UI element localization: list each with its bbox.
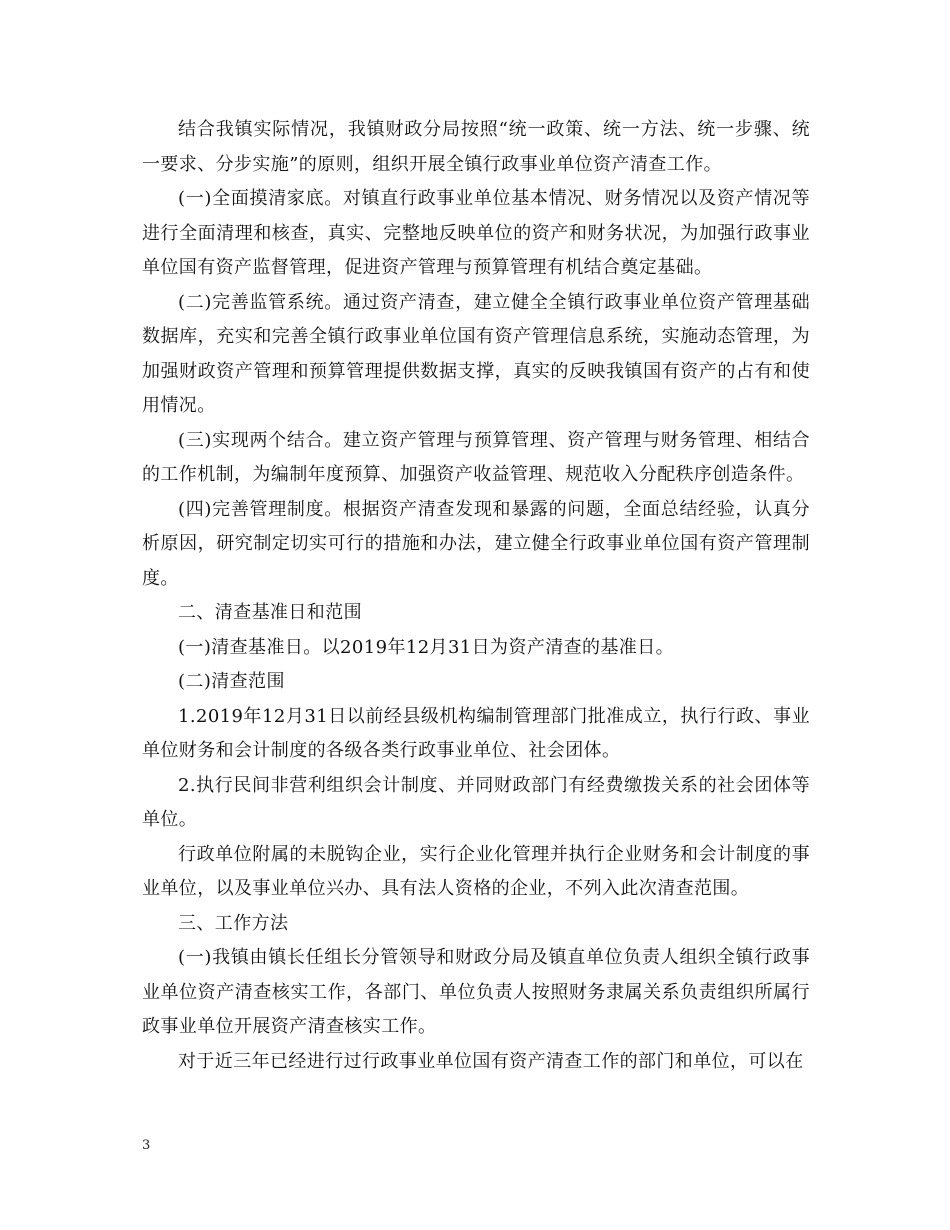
paragraph-method-1: (一)我镇由镇长任组长分管领导和财政分局及镇直单位负责人组织全镇行政事业单位资产清查核实工作，各部门、单位负责人按照财务隶属关系负责组织所属行政事业单位开展资产清查核实工作。 (142, 947, 810, 1037)
paragraph-exclusions: 行政单位附属的未脱钩企业，实行企业化管理并执行企业财务和会计制度的事业单位，以及事业单位兴办、具有法人资格的企业，不列入此次清查范围。 (142, 843, 810, 899)
document-body (142, 113, 810, 1079)
paragraph-item-3: (三)实现两个结合。建立资产管理与预算管理、资产管理与财务管理、相结合的工作机制，为编制年度预算、加强资产收益管理、规范收入分配秩序创造条件。 (142, 429, 810, 485)
paragraph-item-2: (二)完善监管系统。通过资产清查，建立健全全镇行政事业单位资产管理基础数据库，充实和完善全镇行政事业单位国有资产管理信息系统，实施动态管理，为加强财政资产管理和预算管理提供数据支撑，真实的反映我镇国有资产的占有和使用情况。 (142, 291, 810, 416)
paragraph-scope-2: 2.执行民间非营利组织会计制度、并同财政部门有经费缴拨关系的社会团体等单位。 (142, 774, 810, 830)
paragraph-item-1: (一)全面摸清家底。对镇直行政事业单位基本情况、财务情况以及资产情况等进行全面清理和核查，真实、完整地反映单位的资产和财务状况，为加强行政事业单位国有资产监督管理，促进资产管理与预算管理有机结合奠定基础。 (142, 188, 810, 278)
paragraph-scope-1: 1.2019年12月31日以前经县级机构编制管理部门批准成立，执行行政、事业单位财务和会计制度的各级各类行政事业单位、社会团体。 (142, 705, 810, 761)
section-heading-3: 三、工作方法 (178, 912, 289, 934)
paragraph-intro: 结合我镇实际情况，我镇财政分局按照“统一政策、统一方法、统一步骤、统一要求、分步实施”的原则，组织开展全镇行政事业单位资产清查工作。 (142, 119, 810, 175)
paragraph-base-date: (一)清查基准日。以2019年12月31日为资产清查的基准日。 (178, 636, 675, 658)
paragraph-item-4: (四)完善管理制度。根据资产清查发现和暴露的问题，全面总结经验，认真分析原因，研究制定切实可行的措施和办法，建立健全行政事业单位国有资产管理制度。 (142, 498, 810, 589)
paragraph-method-continued: 对于近三年已经进行过行政事业单位国有资产清查工作的部门和单位，可以在 (178, 1050, 804, 1072)
subheading-scope: (二)清查范围 (178, 671, 285, 692)
section-heading-2: 二、清查基准日和范围 (178, 602, 362, 623)
page-number: 3 (142, 1138, 151, 1153)
